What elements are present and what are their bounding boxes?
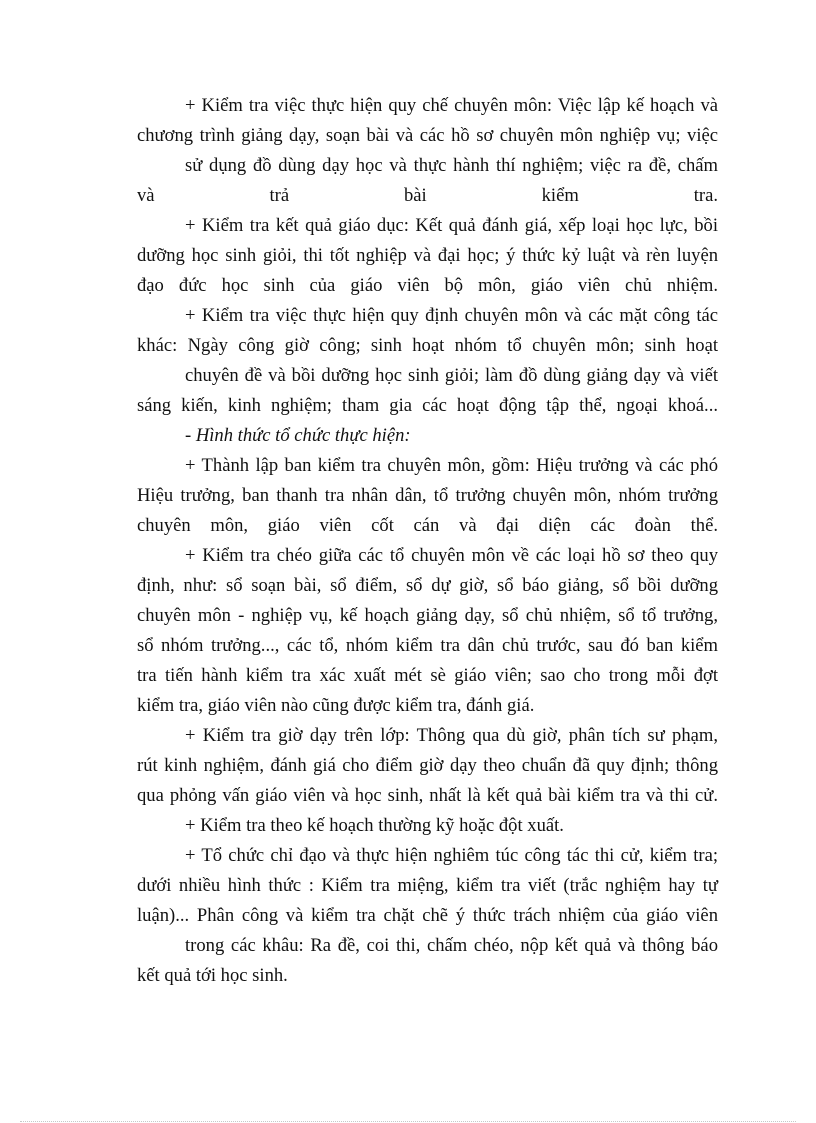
text-line: kiểm tra, giáo viên nào cũng được kiểm tra, đánh giá. (137, 695, 535, 716)
text-line: tra tiến hành kiểm tra xác xuất mét sè giáo viên; sao cho trong mỗi đợt (137, 665, 718, 686)
text-line: + Kiểm tra giờ dạy trên lớp: Thông qua dù giờ, phân tích sư phạm, (185, 725, 718, 746)
text-line (137, 181, 718, 211)
text-line: + Kiểm tra chéo giữa các tổ chuyên môn về các loại hồ sơ theo quy (185, 545, 718, 566)
text-line: luận)... Phân công và kiểm tra chặt chẽ ý thức trách nhiệm của giáo viên (137, 905, 718, 926)
page-bottom-rule (20, 1121, 796, 1122)
text-line: dưỡng học sinh giỏi, thi tốt nghiệp và đại học; ý thức kỷ luật và rèn luyện (137, 245, 718, 266)
text-word: và (137, 185, 155, 206)
text-line: định, như: sổ soạn bài, sổ điểm, sổ dự giờ, sổ báo giảng, sổ bồi dưỡng (137, 575, 718, 596)
text-line: chuyên môn - nghiệp vụ, kế hoạch giảng dạy, sổ chủ nhiệm, sổ tổ trưởng, (137, 605, 718, 626)
section-heading: - Hình thức tổ chức thực hiện: (185, 425, 411, 446)
text-line: trong các khâu: Ra đề, coi thi, chấm chéo, nộp kết quả và thông báo (185, 935, 718, 956)
text-line: sổ nhóm trưởng..., các tổ, nhóm kiểm tra dân chủ trước, sau đó ban kiểm (137, 635, 718, 656)
text-line: + Kiểm tra việc thực hiện quy định chuyên môn và các mặt công tác (185, 305, 718, 326)
text-word: trả (269, 185, 290, 206)
text-word: bài (404, 185, 427, 206)
text-line: sáng kiến, kinh nghiệm; tham gia các hoạt động tập thể, ngoại khoá... (137, 395, 718, 416)
text-line: đạo đức học sinh của giáo viên bộ môn, giáo viên chủ nhiệm. (137, 275, 718, 296)
text-line: + Kiểm tra theo kế hoạch thường kỹ hoặc đột xuất. (185, 815, 564, 836)
text-line: dưới nhiều hình thức : Kiểm tra miệng, kiểm tra viết (trắc nghiệm hay tự (137, 875, 718, 896)
text-line: + Kiểm tra kết quả giáo dục: Kết quả đánh giá, xếp loại học lực, bồi (185, 215, 718, 236)
text-line: khác: Ngày công giờ công; sinh hoạt nhóm tổ chuyên môn; sinh hoạt (137, 335, 718, 356)
text-line: chương trình giảng dạy, soạn bài và các hồ sơ chuyên môn nghiệp vụ; việc (137, 125, 718, 146)
text-line: rút kinh nghiệm, đánh giá cho điểm giờ dạy theo chuẩn đã quy định; thông (137, 755, 718, 776)
text-line: Hiệu trưởng, ban thanh tra nhân dân, tổ trưởng chuyên môn, nhóm trưởng (137, 485, 718, 506)
text-line: qua phỏng vấn giáo viên và học sinh, nhất là kết quả bài kiểm tra và thi cử. (137, 785, 718, 806)
text-line: + Tổ chức chỉ đạo và thực hiện nghiêm túc công tác thi cử, kiểm tra; (185, 845, 718, 866)
text-word: kiểm (541, 185, 579, 206)
text-word: tra. (693, 185, 718, 206)
text-line: sử dụng đồ dùng dạy học và thực hành thí nghiệm; việc ra đề, chấm (185, 155, 718, 176)
text-line: chuyên môn, giáo viên cốt cán và đại diện các đoàn thể. (137, 515, 718, 536)
text-line: + Kiểm tra việc thực hiện quy chế chuyên môn: Việc lập kế hoạch và (185, 95, 718, 116)
text-line: + Thành lập ban kiểm tra chuyên môn, gồm: Hiệu trưởng và các phó (185, 455, 718, 476)
text-line: chuyên đề và bồi dưỡng học sinh giỏi; làm đồ dùng giảng dạy và viết (185, 365, 718, 386)
text-line: kết quả tới học sinh. (137, 965, 288, 986)
